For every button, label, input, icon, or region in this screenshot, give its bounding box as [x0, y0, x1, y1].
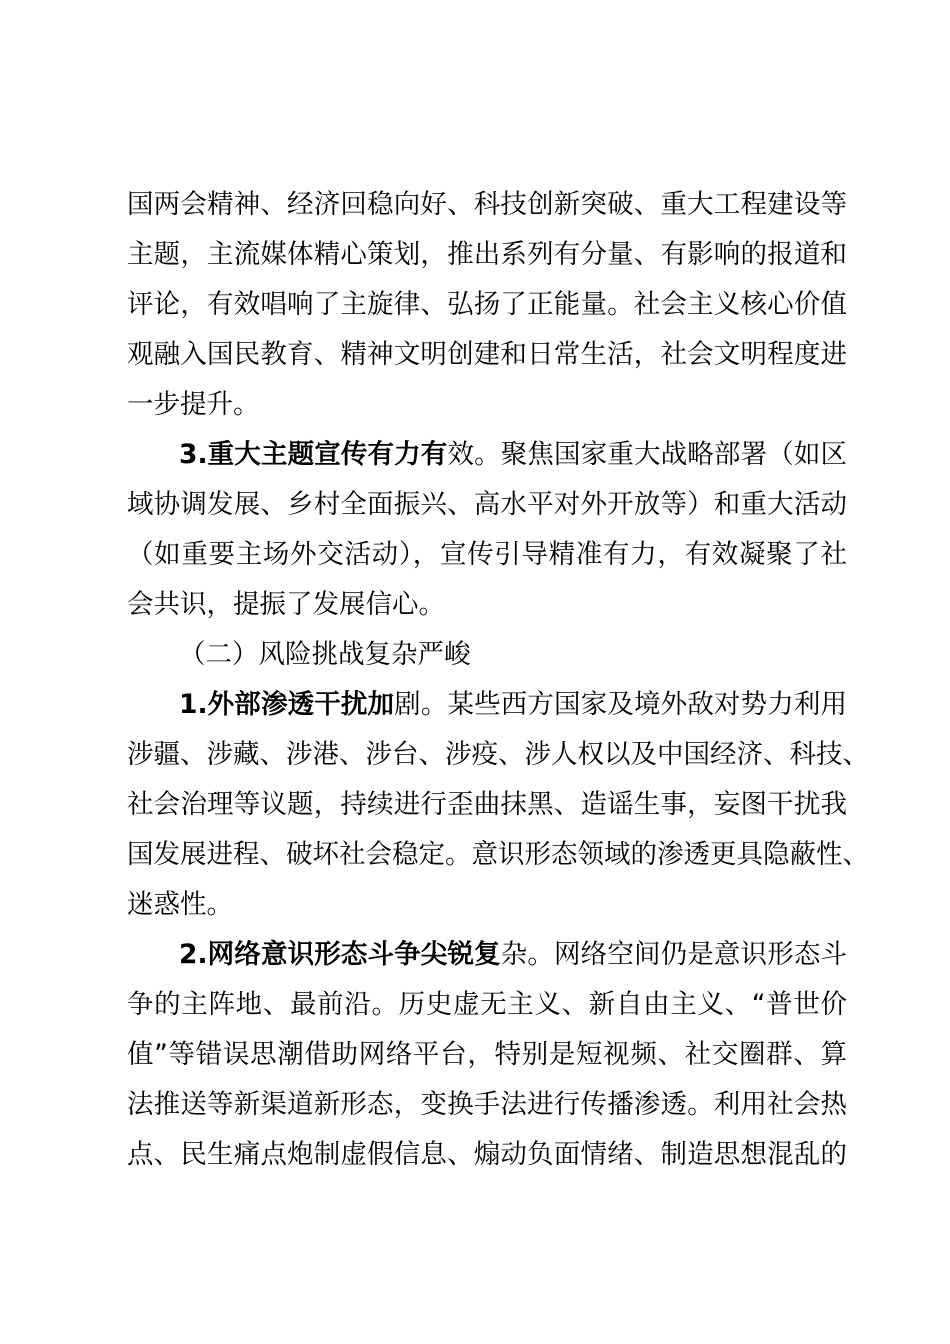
section-heading-line	[179, 680, 847, 730]
body-text: （如重要主场外交活动），宣传引导精准有力，有效凝聚了社	[127, 539, 847, 570]
paragraph-line	[127, 380, 847, 430]
paragraph-line	[127, 580, 847, 630]
paragraph-line	[127, 880, 847, 930]
body-text: 国两会精神、经济回稳向好、科技创新突破、重大工程建设等	[127, 189, 847, 220]
body-text: 会共识，提振了发展信心。	[127, 589, 445, 620]
paragraph-line	[127, 530, 847, 580]
body-text: 域协调发展、乡村全面振兴、高水平对外开放等）和重大活动	[127, 489, 847, 520]
body-text: 主题，主流媒体精心策划，推出系列有分量、有影响的报道和	[127, 239, 847, 270]
paragraph-line	[127, 1080, 847, 1130]
bold-heading-text: 1.外部渗透干扰加	[179, 689, 395, 720]
body-text: 效。聚焦国家重大战略部署（如区	[447, 439, 848, 470]
bold-heading-text: 3.重大主题宣传有力有	[179, 439, 448, 470]
paragraph-line	[127, 230, 847, 280]
paragraph-line	[127, 830, 869, 880]
body-text: （二）风险挑战复杂严峻	[179, 639, 471, 670]
body-text: 迷惑性。	[127, 889, 233, 920]
paragraph-line	[127, 980, 847, 1030]
paragraph-line	[127, 780, 847, 830]
body-text: 社会治理等议题，持续进行歪曲抹黑、造谣生事，妄图干扰我	[127, 789, 847, 820]
body-text: 国发展进程、破坏社会稳定。意识形态领域的渗透更具隐蔽性、	[127, 839, 869, 870]
paragraph-line	[127, 280, 847, 330]
body-text: 观融入国民教育、精神文明创建和日常生活，社会文明程度进	[127, 339, 847, 370]
paragraph-line	[127, 330, 847, 380]
body-text: 评论，有效唱响了主旋律、弘扬了正能量。社会主义核心价值	[127, 289, 847, 320]
section-heading-line	[179, 930, 847, 980]
subsection-heading	[179, 630, 847, 680]
body-text: 值”等错误思潮借助网络平台，特别是短视频、社交圈群、算	[127, 1039, 847, 1070]
body-text: 法推送等新渠道新形态，变换手法进行传播渗透。利用社会热	[127, 1089, 847, 1120]
body-text: 涉疆、涉藏、涉港、涉台、涉疫、涉人权以及中国经济、科技、	[127, 739, 869, 770]
paragraph-line	[127, 1130, 847, 1180]
paragraph-line	[127, 180, 847, 230]
section-heading-line	[179, 430, 847, 480]
body-text: 争的主阵地、最前沿。历史虚无主义、新自由主义、“普世价	[127, 989, 847, 1020]
body-text: 杂。网络空间仍是意识形态斗	[500, 939, 847, 970]
body-text: 剧。某些西方国家及境外敌对势力利用	[394, 689, 847, 720]
body-text: 一步提升。	[127, 389, 260, 420]
paragraph-line	[127, 730, 869, 780]
body-text: 点、民生痛点炮制虚假信息、煽动负面情绪、制造思想混乱的	[127, 1139, 847, 1170]
paragraph-line	[127, 480, 847, 530]
paragraph-line	[127, 1030, 847, 1080]
bold-heading-text: 2.网络意识形态斗争尖锐复	[179, 939, 501, 970]
